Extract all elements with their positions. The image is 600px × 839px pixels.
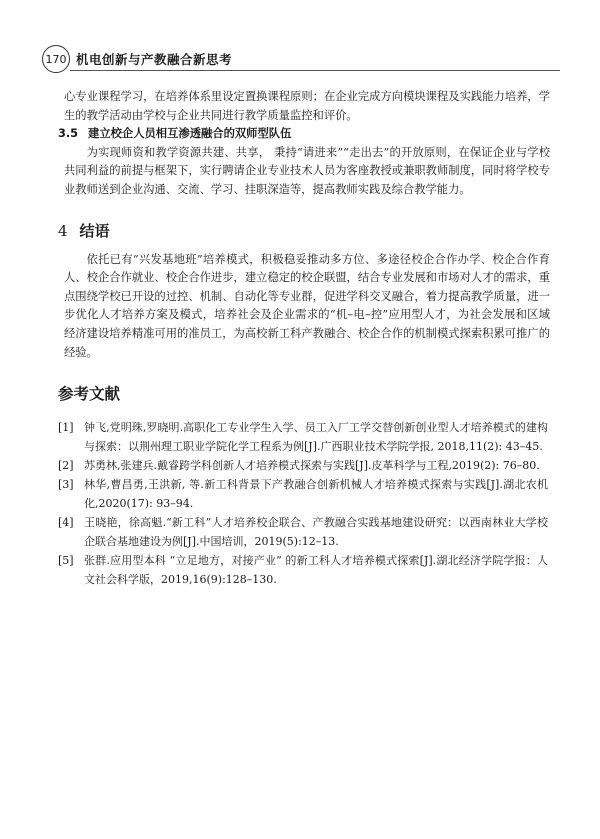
- subsection-heading-3-5: [58, 125, 550, 144]
- section-heading-4: [58, 220, 550, 241]
- reference-text: 王晓艳，徐高魁.“新工科”人才培养校企联合、产教融合实践基地建设研究：以西南林业大学校企联合基地建设为例[J].中国培训，2019(5):12–13.: [84, 516, 548, 549]
- reference-item: [58, 513, 548, 551]
- section-title: 结语: [79, 221, 110, 240]
- main-content: [58, 88, 550, 589]
- paragraph-3-5: 为实现师资和教学资源共建、共享， 秉持“请进来”“走出去”的开放原则，在保证企业与学校共同利益的前提与框架下，实行聘请企业专业技术人员为客座教授或兼职教师制度，同时将学校专业教师送到企业沟通、交流、学习、挂职深造等，提高教师实践及综合教学能力。: [64, 145, 550, 196]
- reference-text: 张群.应用型本科 “立足地方，对接产业” 的新工科人才培养模式探索[J].湖北经济学院学报：人文社会科学版，2019,16(9):128–130.: [84, 554, 548, 587]
- reference-number: [1]: [58, 421, 74, 435]
- subsection-title: 建立校企人员相互渗透融合的双师型队伍: [88, 127, 292, 141]
- reference-item: [58, 456, 548, 475]
- running-title: 机电创新与产教融合新思考: [76, 52, 233, 67]
- header-rule: [70, 70, 560, 71]
- section-number: 4: [58, 221, 68, 240]
- paragraph-conclusion: 依托已有“兴发基地班”培养模式，积极稳妥推动多方位、多途径校企合作办学、校企合作育人、校企合作就业、校企合作进步，建立稳定的校企联盟，结合专业发展和市场对人才的需求，重点围绕学校已开设的过控、机制、自动化等专业群，促进学科交叉融合，着力提高教学质量，进一步优化人才培养方案及模式，培养社会及企业需求的“机–电–控”应用型人才，为社会发展和区域经济建设培养精准可用的准员工，为高校新工科产教融合、校企合作的机制模式探索积累可推广的经验。: [64, 252, 550, 359]
- reference-text: 林华,曹昌勇,王洪新, 等.新工科背景下产教融合创新机械人才培养模式探索与实践[J].湖北农机化,2020(17): 93–94.: [84, 478, 548, 511]
- reference-number: [3]: [58, 478, 74, 492]
- paragraph-continued: 心专业课程学习，在培养体系里设定置换课程原则；在企业完成方向模块课程及实践能力培养，学生的教学活动由学校与企业共同进行教学质量监控和评价。: [64, 90, 550, 122]
- reference-item: [58, 418, 548, 456]
- reference-item: [58, 475, 548, 513]
- reference-item: [58, 551, 548, 589]
- references-heading: 参考文献: [58, 385, 121, 404]
- reference-text: 苏勇林,张建兵.戴睿跨学科创新人才培养模式探索与实践[J].皮革科学与工程,2019(2): 76–80.: [84, 459, 540, 473]
- reference-number: [2]: [58, 459, 74, 473]
- subsection-number: 3.5: [58, 127, 79, 141]
- page-number: 170: [42, 45, 70, 73]
- reference-number: [5]: [58, 554, 74, 568]
- reference-number: [4]: [58, 516, 74, 530]
- reference-text: 钟飞,党明珠,罗晓明.高职化工专业学生入学、员工入厂工学交替创新创业型人才培养模式的建构与探索：以荆州理工职业学院化学工程系为例[J].广西职业技术学院学报, 2018,11(2): 43–45.: [84, 421, 548, 454]
